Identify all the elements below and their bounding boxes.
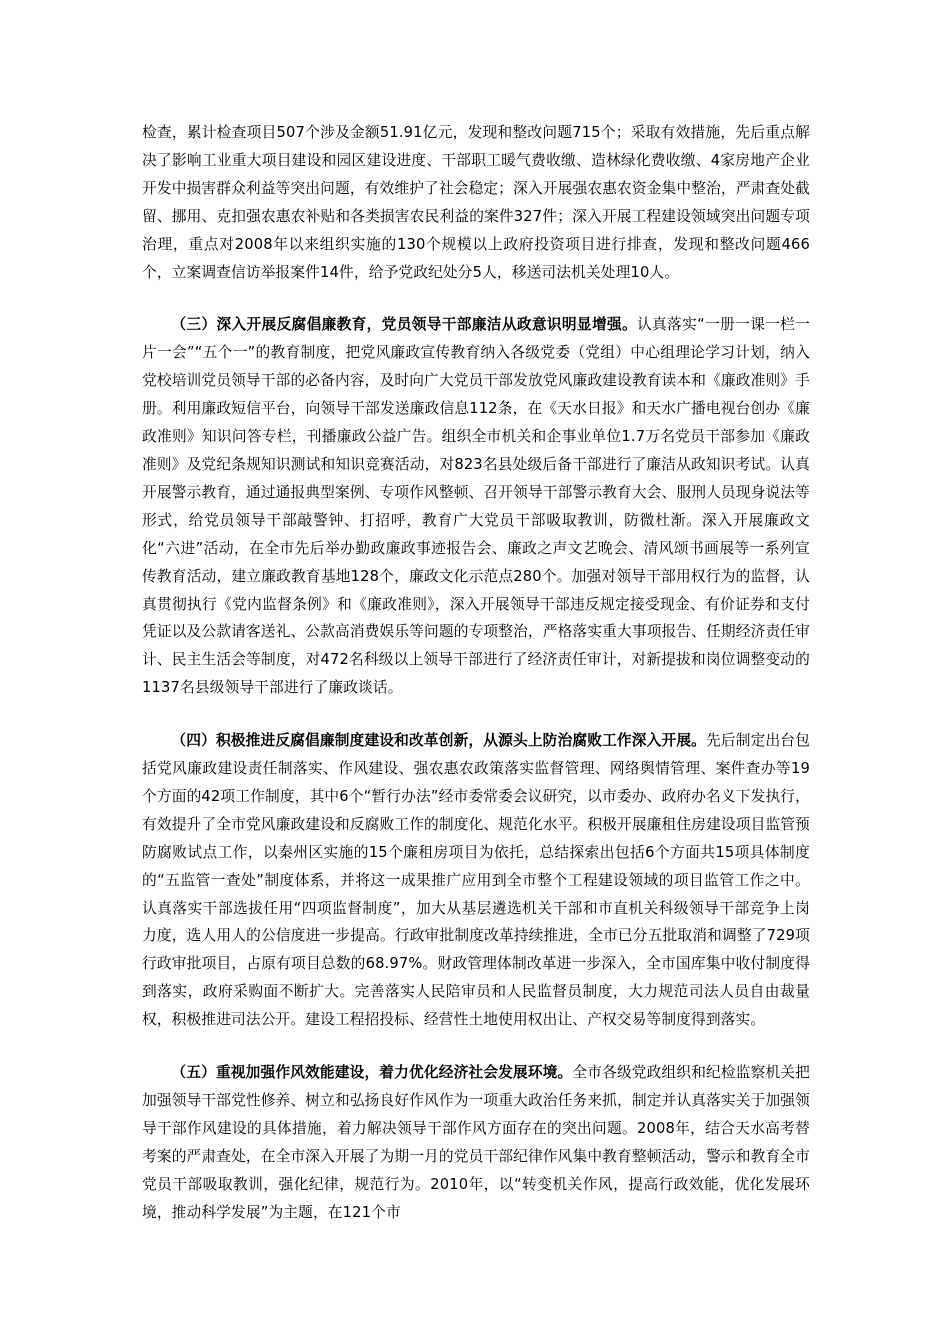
section-heading: （四）积极推进反腐倡廉制度建设和改革创新，从源头上防治腐败工作深入开展。 xyxy=(171,732,707,750)
section-heading: （三）深入开展反腐倡廉教育，党员领导干部廉洁从政意识明显增强。 xyxy=(171,316,638,334)
paragraph-continued xyxy=(142,119,810,286)
paragraph-section-5 xyxy=(142,1059,810,1226)
paragraph-section-4 xyxy=(142,727,810,1034)
paragraph-body: 检查，累计检查项目507个涉及金额51.91亿元，发现和整改问题715个；采取有效措施，先后重点解决了影响工业重大项目建设和园区建设进度、干部职工暖气费收缴、造林绿化费收缴、4家房地产企业开发中损害群众利益等突出问题，有效维护了社会稳定；深入开展强农惠农资金集中整治，严肃查处截留、挪用、克扣强农惠农补贴和各类损害农民利益的案件327件；深入开展工程建设领域突出问题专项治理，重点对2008年以来组织实施的130个规模以上政府投资项目进行排查，发现和整改问题466个，立案调查信访举报案件14件，给予党政纪处分5人，移送司法机关处理10人。 xyxy=(142,124,810,281)
document-page xyxy=(142,119,810,1227)
paragraph-body: 认真落实“一册一课一栏一片一会”“五个一”的教育制度，把党风廉政宣传教育纳入各级党委（党组）中心组理论学习计划，纳入党校培训党员领导干部的必备内容，及时向广大党员干部发放党风廉政建设教育读本和《廉政准则》手册。利用廉政短信平台，向领导干部发送廉政信息112条，在《天水日报》和天水广播电视台创办《廉政准则》知识问答专栏，刊播廉政公益广告。组织全市机关和企事业单位1.7万名党员干部参加《廉政准则》及党纪条规知识测试和知识竞赛活动，对823名县处级后备干部进行了廉洁从政知识考试。认真开展警示教育，通过通报典型案例、专项作风整顿、召开领导干部警示教育大会、服刑人员现身说法等形式，给党员领导干部敲警钟、打招呼，教育广大党员干部吸取教训，防微杜渐。深入开展廉政文化“六进”活动，在全市先后举办勤政廉政事迹报告会、廉政之声文艺晚会、清风颂书画展等一系列宣传教育活动，建立廉政教育基地128个，廉政文化示范点280个。加强对领导干部用权行为的监督，认真贯彻执行《党内监督条例》和《廉政准则》，深入开展领导干部违反规定接受现金、有价证券和支付凭证以及公款请客送礼、公款高消费娱乐等问题的专项整治，严格落实重大事项报告、任期经济责任审计、民主生活会等制度，对472名科级以上领导干部进行了经济责任审计，对新提拔和岗位调整变动的1137名县级领导干部进行了廉政谈话。 xyxy=(142,316,810,697)
paragraph-body: 先后制定出台包括党风廉政建设责任制落实、作风建设、强农惠农政策落实监督管理、网络舆情管理、案件查办等19个方面的42项工作制度，其中6个“暂行办法”经市委常委会议研究，以市委办、政府办名义下发执行，有效提升了全市党风廉政建设和反腐败工作的制度化、规范化水平。积极开展廉租住房建设项目监管预防腐败试点工作，以秦州区实施的15个廉租房项目为依托，总结探索出包括6个方面共15项具体制度的“五监管一查处”制度体系，并将这一成果推广应用到全市整个工程建设领域的项目监管工作之中。认真落实干部选拔任用“四项监督制度”，加大从基层遴选机关干部和市直机关科级领导干部竞争上岗力度，选人用人的公信度进一步提高。行政审批制度改革持续推进，全市已分五批取消和调整了729项行政审批项目，占原有项目总数的68.97%。财政管理体制改革进一步深入，全市国库集中收付制度得到落实，政府采购面不断扩大。完善落实人民陪审员和人民监督员制度，大力规范司法人员自由裁量权，积极推进司法公开。建设工程招投标、经营性土地使用权出让、产权交易等制度得到落实。 xyxy=(142,732,810,1029)
paragraph-section-3 xyxy=(142,311,810,702)
paragraph-body: 全市各级党政组织和纪检监察机关把加强领导干部党性修养、树立和弘扬良好作风作为一项重大政治任务来抓，制定并认真落实关于加强领导干部作风建设的具体措施，着力解决领导干部作风方面存在的突出问题。2008年，结合天水高考替考案的严肃查处，在全市深入开展了为期一月的党员干部纪律作风集中教育整顿活动，警示和教育全市党员干部吸取教训，强化纪律，规范行为。2010年，以“转变机关作风，提高行政效能，优化发展环境，推动科学发展”为主题，在121个市 xyxy=(142,1064,810,1221)
section-heading: （五）重视加强作风效能建设，着力优化经济社会发展环境。 xyxy=(171,1064,573,1082)
